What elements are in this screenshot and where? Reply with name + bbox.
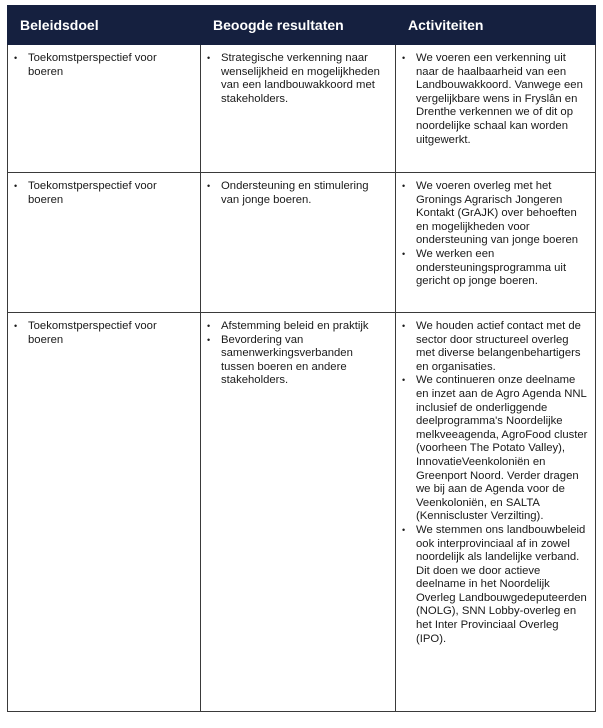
goal-cell — [8, 45, 201, 173]
header-beleidsdoel: Beleidsdoel — [8, 6, 201, 45]
goal-cell — [8, 313, 201, 712]
activities-cell — [396, 173, 596, 313]
header-activiteiten: Activiteiten — [396, 6, 596, 45]
activities-cell — [396, 45, 596, 173]
result-item: • Ondersteuning en stimulering van jonge boeren. — [207, 180, 389, 207]
header-beoogde-resultaten: Beoogde resultaten — [201, 6, 396, 45]
goal-cell — [8, 173, 201, 313]
goal-item: • Toekomstperspectief voor boeren — [14, 180, 194, 207]
activity-item: • We werken een ondersteuningsprogramma uit gericht op jonge boeren. — [402, 248, 589, 289]
header-row — [8, 6, 596, 45]
results-cell — [201, 313, 396, 712]
result-item: • Strategische verkenning naar wenselijkheid en mogelijkheden van een landbouwakkoord met stakeholders. — [207, 52, 389, 106]
activity-item: • We voeren een verkenning uit naar de haalbaarheid van een Landbouwakkoord. Vanwege een vergelijkbare wens in Fryslân en Drenthe verkennen we of dit op noordelijke schaal kan worden uitgewerkt. — [402, 52, 589, 147]
result-item: • Bevordering van samenwerkingsverbanden tussen boeren en andere stakeholders. — [207, 334, 389, 388]
results-cell — [201, 45, 396, 173]
policy-table — [7, 5, 596, 712]
activity-item: • We stemmen ons landbouwbeleid ook interprovinciaal af in zowel noordelijk als landelijke verband. Dit doen we door actieve deelname in het Noordelijk Overleg Landbouwgedeputeerden (NOLG), SNN Lobby-overleg en het Inter Provinciaal Overleg (IPO). — [402, 524, 589, 646]
table-row — [8, 45, 596, 173]
result-item: • Afstemming beleid en praktijk — [207, 320, 389, 334]
table-row — [8, 313, 596, 712]
activity-item: • We continueren onze deelname en inzet aan de Agro Agenda NNL inclusief de onderliggende deelprogramma's Noordelijke melkveeagenda, AgroFood cluster (voorheen The Potato Valley), InnovatieVeenkoloniën en Greenport Noord. Verder dragen we bij aan de Agenda voor de Veenkoloniën, en SALTA (Kenniscluster Verzilting). — [402, 374, 589, 524]
goal-item: • Toekomstperspectief voor boeren — [14, 52, 194, 79]
activity-item: • We voeren overleg met het Gronings Agrarisch Jongeren Kontakt (GrAJK) over behoeften en mogelijkheden voor ondersteuning van jonge boeren — [402, 180, 589, 248]
goal-item: • Toekomstperspectief voor boeren — [14, 320, 194, 347]
activity-item: • We houden actief contact met de sector door structureel overleg met diverse belangenbehartigers en organisaties. — [402, 320, 589, 374]
table-row — [8, 173, 596, 313]
results-cell — [201, 173, 396, 313]
activities-cell — [396, 313, 596, 712]
